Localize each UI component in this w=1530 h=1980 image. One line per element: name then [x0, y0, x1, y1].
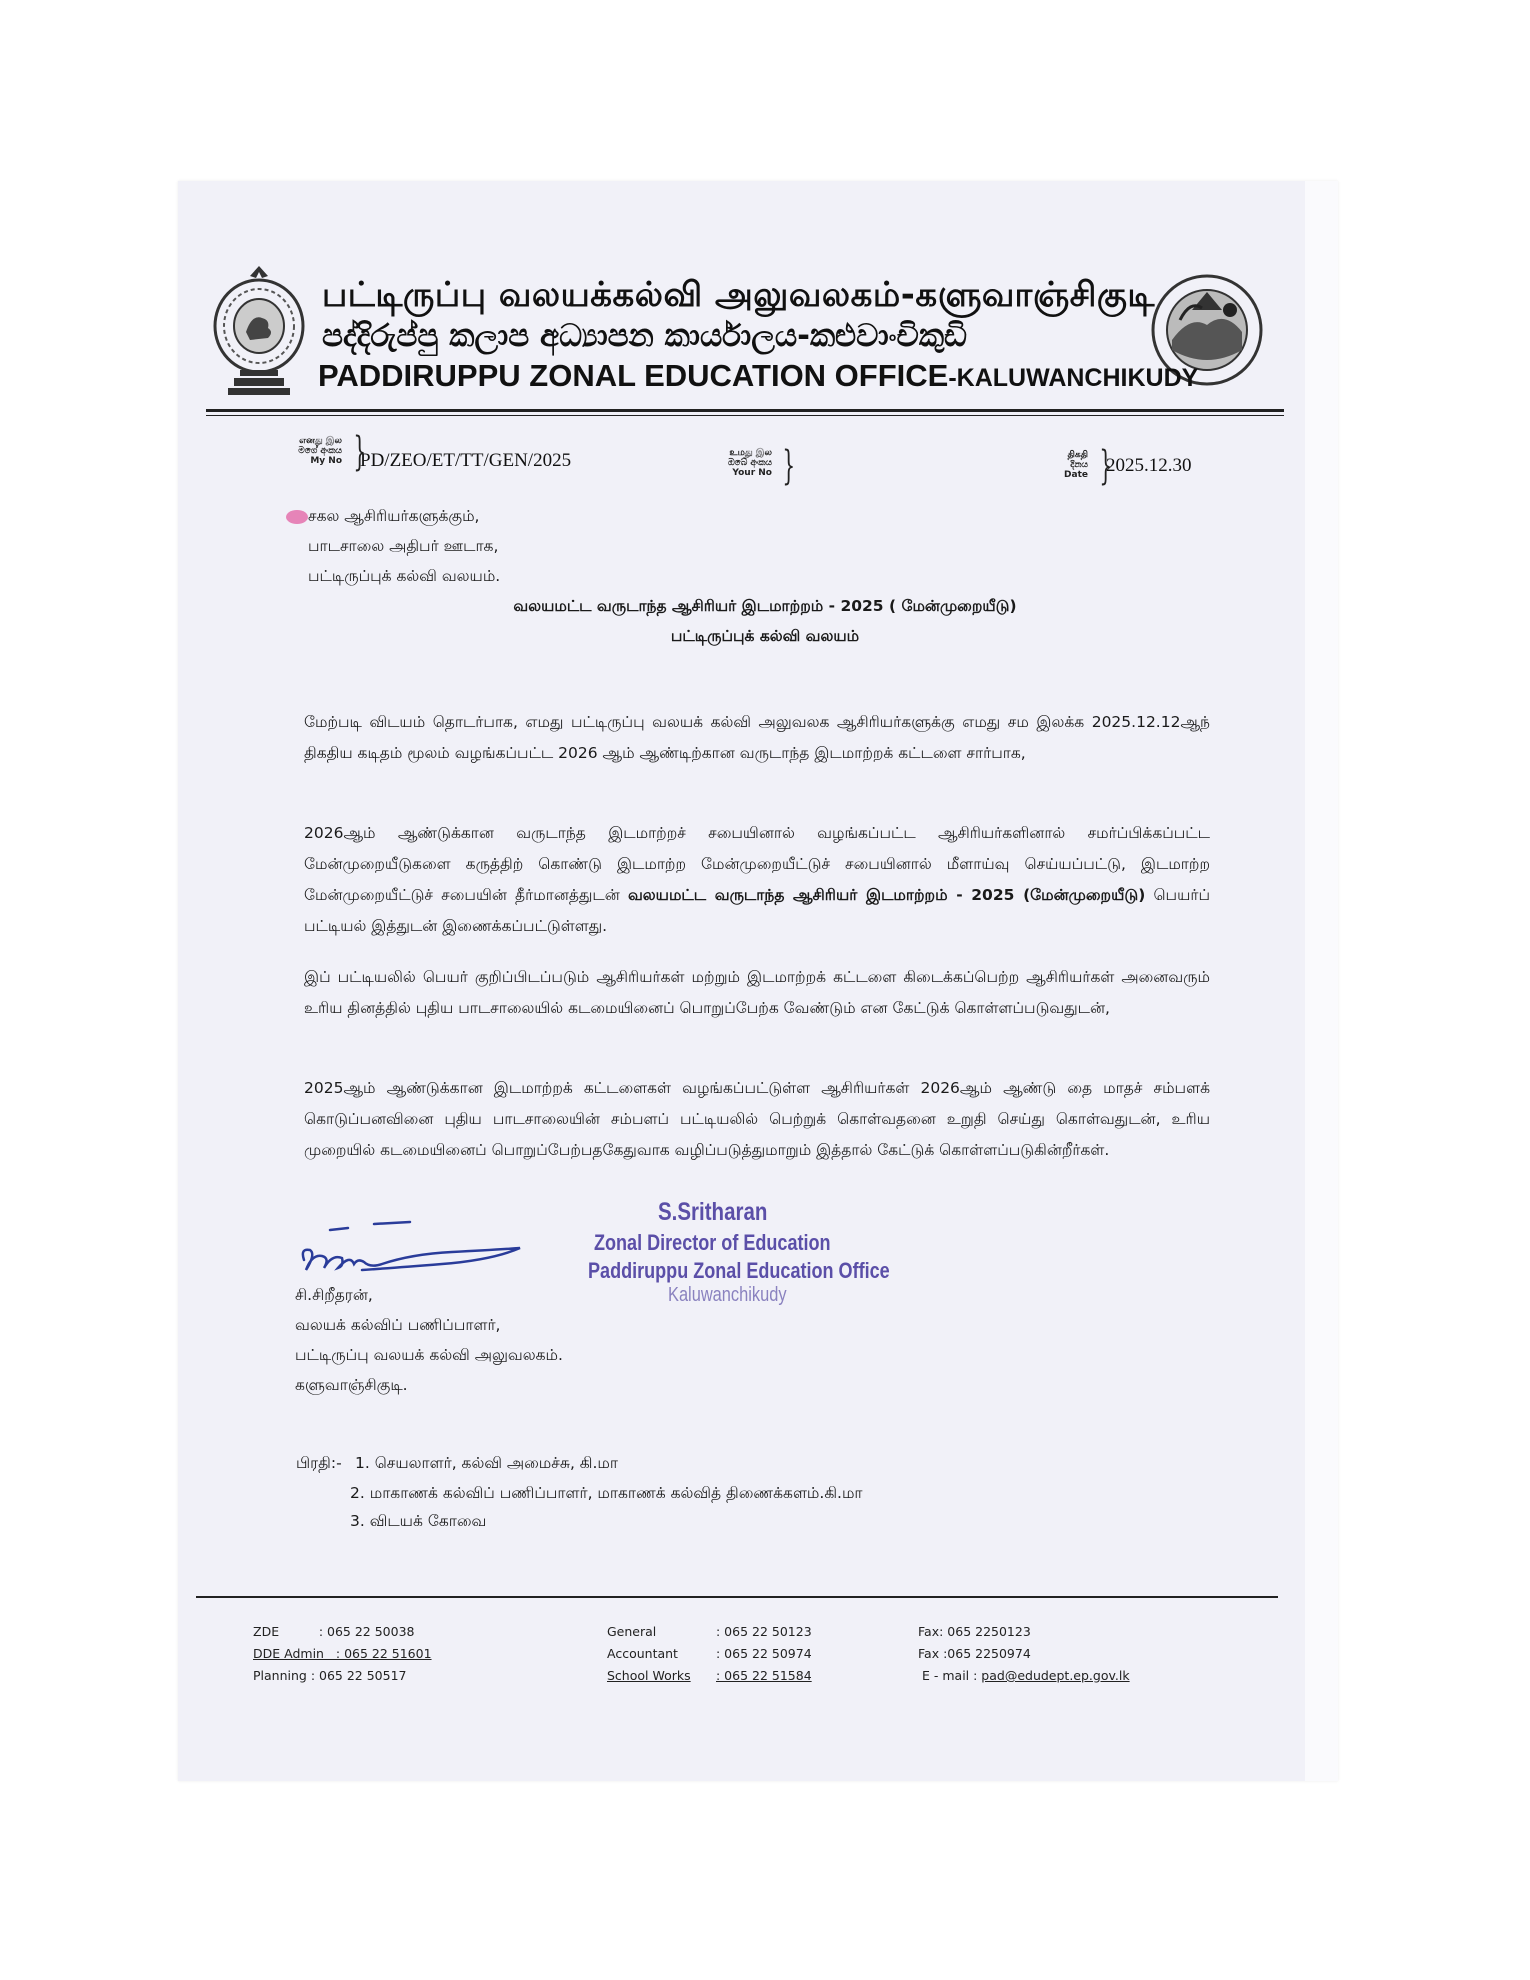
signatory-line-4: களுவாஞ்சிகுடி. — [295, 1376, 408, 1394]
addressee-line-2: பாடசாலை அதிபர் ஊடாக, — [308, 537, 499, 555]
addressee-line-1: சகல ஆசிரியர்களுக்கும், — [308, 507, 480, 525]
your-no-brace: } — [782, 443, 796, 489]
my-no-label: எனது இல මගේ අංකය My No — [298, 436, 342, 466]
stamp-office: Paddiruppu Zonal Education Office — [588, 1258, 890, 1283]
body-paragraph-2: 2026ஆம் ஆண்டுக்கான வருடாந்த இடமாற்றச் சபையினால் வழங்கப்பட்ட ஆசிரியர்களினால் சமர்ப்பிக்கப்பட்ட மேன்முறையீடுகளை கருத்திற் கொண்டு இடமாற்ற மேன்முறையீட்டுச் சபையினால் மீளாய்வு செய்யப்பட்டு, இடமாற்ற மேன்முறையீட்டுச் சபையின் தீர்மானத்துடன் வலயமட்ட வருடாந்த ஆசிரியர் இடமாற்றம் - 2025 (மேன்முறையீடு) பெயர்ப் பட்டியல் இத்துடன் இணைக்கப்பட்டுள்ளது. — [304, 824, 1210, 935]
date-brace: } — [1099, 443, 1113, 489]
footer-planning: Planning : 065 22 50517 — [253, 1668, 407, 1683]
signature — [292, 1218, 532, 1288]
copy-item-1: 1. செயலாளர், கல்வி அமைச்சு, கி.மா — [355, 1454, 619, 1472]
footer-general: : 065 22 50123 — [716, 1624, 812, 1639]
stamp-title: Zonal Director of Education — [594, 1230, 831, 1255]
footer-school-works: : 065 22 51584 — [716, 1668, 812, 1683]
signatory-line-3: பட்டிருப்பு வலயக் கல்வி அலுவலகம். — [295, 1346, 563, 1364]
sri-lanka-emblem-icon — [210, 262, 308, 398]
copy-item-3: 3. விடயக் கோவை — [350, 1512, 487, 1530]
my-no-brace: } — [353, 429, 367, 475]
date-label: திகதி දිනය Date — [1064, 450, 1088, 480]
office-name-english — [318, 358, 1198, 394]
footer-general-label: General — [607, 1624, 657, 1639]
addressee-line-3: பட்டிருப்புக் கல்வி வலயம். — [308, 567, 501, 585]
office-name-sinhala: පද්දිරුප්පු කලාප අධ්‍යාපන කාර්යාලය-කළුවාංචිකුඩි — [322, 318, 967, 354]
signatory-line-1: சி.சிறீதரன், — [295, 1286, 373, 1304]
body-paragraph-3: இப் பட்டியலில் பெயர் குறிப்பிடப்படும் ஆசிரியர்கள் மற்றும் இடமாற்றக் கட்டளை கிடைக்கப்பெற்ற ஆசிரியர்கள் அனைவரும் உரிய தினத்தில் புதிய பாடசாலையில் கடமையினைப் பொறுப்பேற்க வேண்டும் என கேட்டுக் கொள்ளப்படுவதுடன், — [304, 968, 1210, 1017]
office-name-english-main: PADDIRUPPU ZONAL EDUCATION OFFICE — [318, 358, 949, 393]
footer-fax-2: Fax :065 2250974 — [918, 1646, 1031, 1661]
footer-email: E - mail : pad@edudept.ep.gov.lk — [922, 1668, 1130, 1683]
footer-dde-admin: DDE Admin : 065 22 51601 — [253, 1646, 432, 1661]
body-paragraph-2-bold: வலயமட்ட வருடாந்த ஆசிரியர் இடமாற்றம் - 2025 (மேன்முறையீடு) — [627, 886, 1146, 904]
office-name-english-place: -KALUWANCHIKUDY — [948, 364, 1199, 392]
subject-line-1: வலயமட்ட வருடாந்த ஆசிரியர் இடமாற்றம் - 2025 ( மேன்முறையீடு) — [513, 597, 1017, 615]
signatory-line-2: வலயக் கல்விப் பணிப்பாளர், — [295, 1316, 501, 1334]
subject-line-2: பட்டிருப்புக் கல்வி வலயம் — [670, 627, 860, 645]
email-link[interactable]: pad@edudept.ep.gov.lk — [981, 1668, 1130, 1683]
body-paragraph-1: மேற்படி விடயம் தொடர்பாக, எமது பட்டிருப்பு வலயக் கல்வி அலுவலக ஆசிரியர்களுக்கு எமது சம இலக்க 2025.12.12ஆந் திகதிய கடிதம் மூலம் வழங்கப்பட்ட 2026 ஆம் ஆண்டிற்கான வருடாந்த இடமாற்றக் கட்டளை சார்பாக, — [304, 713, 1210, 762]
your-no-label: உமது இல ඔබේ අංකය Your No — [728, 448, 772, 478]
date-value: 2025.12.30 — [1106, 455, 1192, 476]
stamp-name: S.Sritharan — [658, 1198, 768, 1226]
my-no-value: PD/ZEO/ET/TT/GEN/2025 — [360, 450, 572, 471]
body-paragraph-4: 2025ஆம் ஆண்டுக்கான இடமாற்றக் கட்டளைகள் வழங்கப்பட்டுள்ள ஆசிரியர்கள் 2026ஆம் ஆண்டு தை மாதச் சம்பளக் கொடுப்பனவினை புதிய பாடசாலையின் சம்பளப் பட்டியலில் பெற்றுக் கொள்வதனை உறுதி செய்து கொள்வதுடன், உரிய முறையில் கடமையினைப் பொறுப்பேற்பதகேதுவாக வழிப்படுத்துமாறும் இத்தால் கேட்டுக் கொள்ளப்படுகின்றீர்கள். — [304, 1079, 1210, 1159]
stamp-place: Kaluwanchikudy — [668, 1284, 787, 1306]
highlighter-mark — [286, 510, 308, 524]
footer-school-works-label: School Works — [607, 1668, 691, 1683]
footer-accountant-label: Accountant — [607, 1646, 678, 1661]
office-name-tamil: பட்டிருப்பு வலயக்கல்வி அலுவலகம்-களுவாஞ்சிகுடி — [322, 275, 1155, 315]
copies-label: பிரதி:- — [296, 1454, 342, 1472]
footer-zde: ZDE : 065 22 50038 — [253, 1624, 415, 1639]
header-rule-thin — [206, 415, 1284, 416]
footer-fax-1: Fax: 065 2250123 — [918, 1624, 1031, 1639]
footer-accountant: : 065 22 50974 — [716, 1646, 812, 1661]
copy-item-2: 2. மாகாணக் கல்விப் பணிப்பாளர், மாகாணக் கல்வித் திணைக்களம்.கி.மா — [350, 1484, 863, 1502]
page-edge — [1305, 181, 1338, 1781]
footer-rule — [196, 1596, 1278, 1598]
header-rule — [206, 409, 1284, 412]
